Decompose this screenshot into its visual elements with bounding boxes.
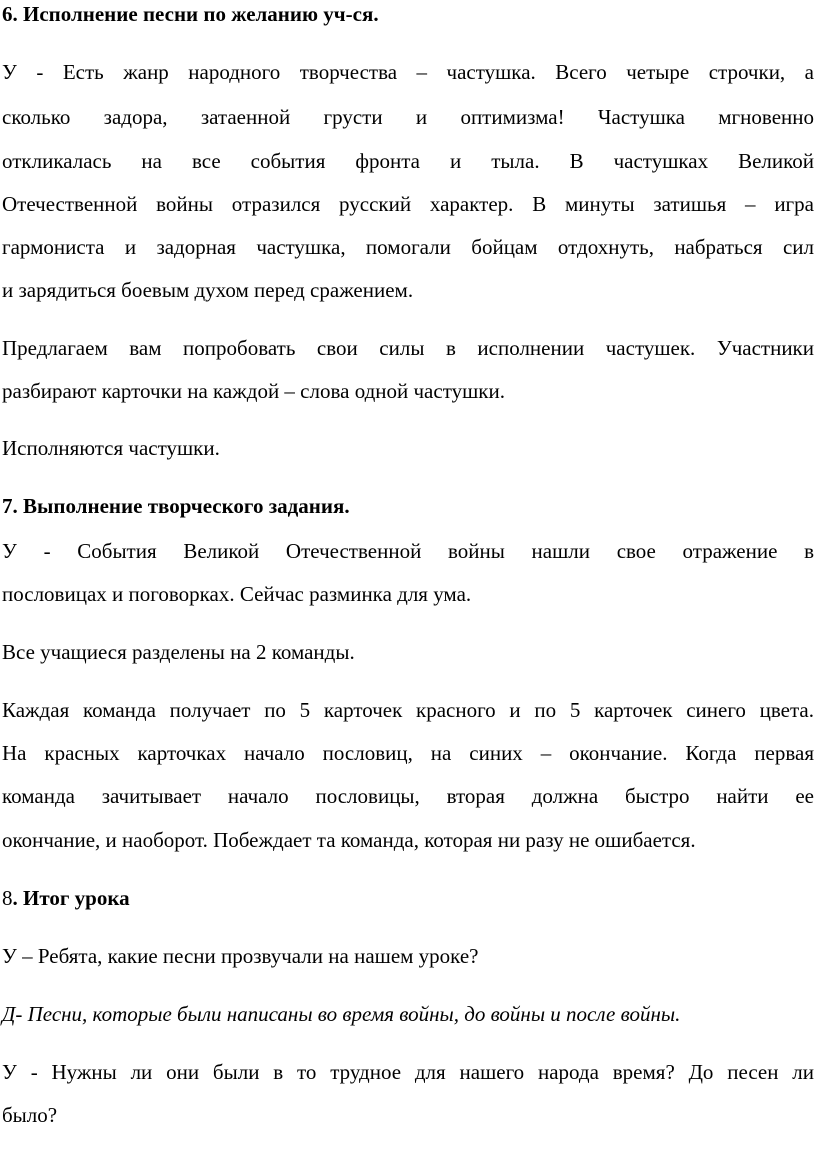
section-7-paragraph-1-line-2: пословицах и поговорках. Сейчас разминка для ума.	[2, 582, 472, 606]
section-6-paragraph-1-line-6: и зарядиться боевым духом перед сражением.	[2, 278, 414, 302]
section-7-paragraph-3-line-4: окончание, и наоборот. Побеждает та команда, которая ни разу не ошибается.	[2, 828, 696, 852]
section-7-paragraph-3-line-3: команда зачитывает начало пословицы, вторая должна быстро найти ее	[2, 784, 814, 808]
section-8-paragraph-2: Д- Песни, которые были написаны во время войны, до войны и после войны.	[2, 1002, 681, 1026]
section-7-paragraph-2: Все учащиеся разделены на 2 команды.	[2, 640, 355, 664]
section-6-heading: 6. Исполнение песни по желанию уч-ся.	[2, 2, 379, 26]
section-8-paragraph-3-line-1: У - Нужны ли они были в то трудное для нашего народа время? До песен ли	[2, 1060, 814, 1084]
section-6-paragraph-1-line-4: Отечественной войны отразился русский характер. В минуты затишья – игра	[2, 192, 814, 216]
section-7-paragraph-1-line-1: У - События Великой Отечественной войны нашли свое отражение в	[2, 539, 814, 563]
section-8-heading	[2, 879, 814, 918]
section-8-paragraph-3-line-2: было?	[2, 1103, 58, 1127]
section-7-heading: 7. Выполнение творческого задания.	[2, 494, 350, 518]
section-7-paragraph-3-line-1: Каждая команда получает по 5 карточек красного и по 5 карточек синего цвета.	[2, 698, 814, 722]
section-6-paragraph-1-line-3: откликалась на все события фронта и тыла. В частушках Великой	[2, 149, 814, 173]
section-6-paragraph-2-line-1: Предлагаем вам попробовать свои силы в исполнении частушек. Участники	[2, 336, 814, 360]
section-6-paragraph-3: Исполняются частушки.	[2, 436, 220, 460]
section-6-paragraph-2-line-2: разбирают карточки на каждой – слова одной частушки.	[2, 379, 505, 403]
section-6-paragraph-1-line-5: гармониста и задорная частушка, помогали бойцам отдохнуть, набраться сил	[2, 235, 814, 259]
section-7-paragraph-3-line-2: На красных карточках начало пословиц, на синих – окончание. Когда первая	[2, 741, 814, 765]
section-6-paragraph-1-line-2: сколько задора, затаенной грусти и оптимизма! Частушка мгновенно	[2, 105, 814, 129]
section-6-paragraph-1-line-1: У - Есть жанр народного творчества – частушка. Всего четыре строчки, а	[2, 60, 814, 84]
section-8-paragraph-1: У – Ребята, какие песни прозвучали на нашем уроке?	[2, 944, 479, 968]
section-8-title: . Итог урока	[12, 886, 130, 910]
section-8-number: 8	[2, 886, 13, 910]
